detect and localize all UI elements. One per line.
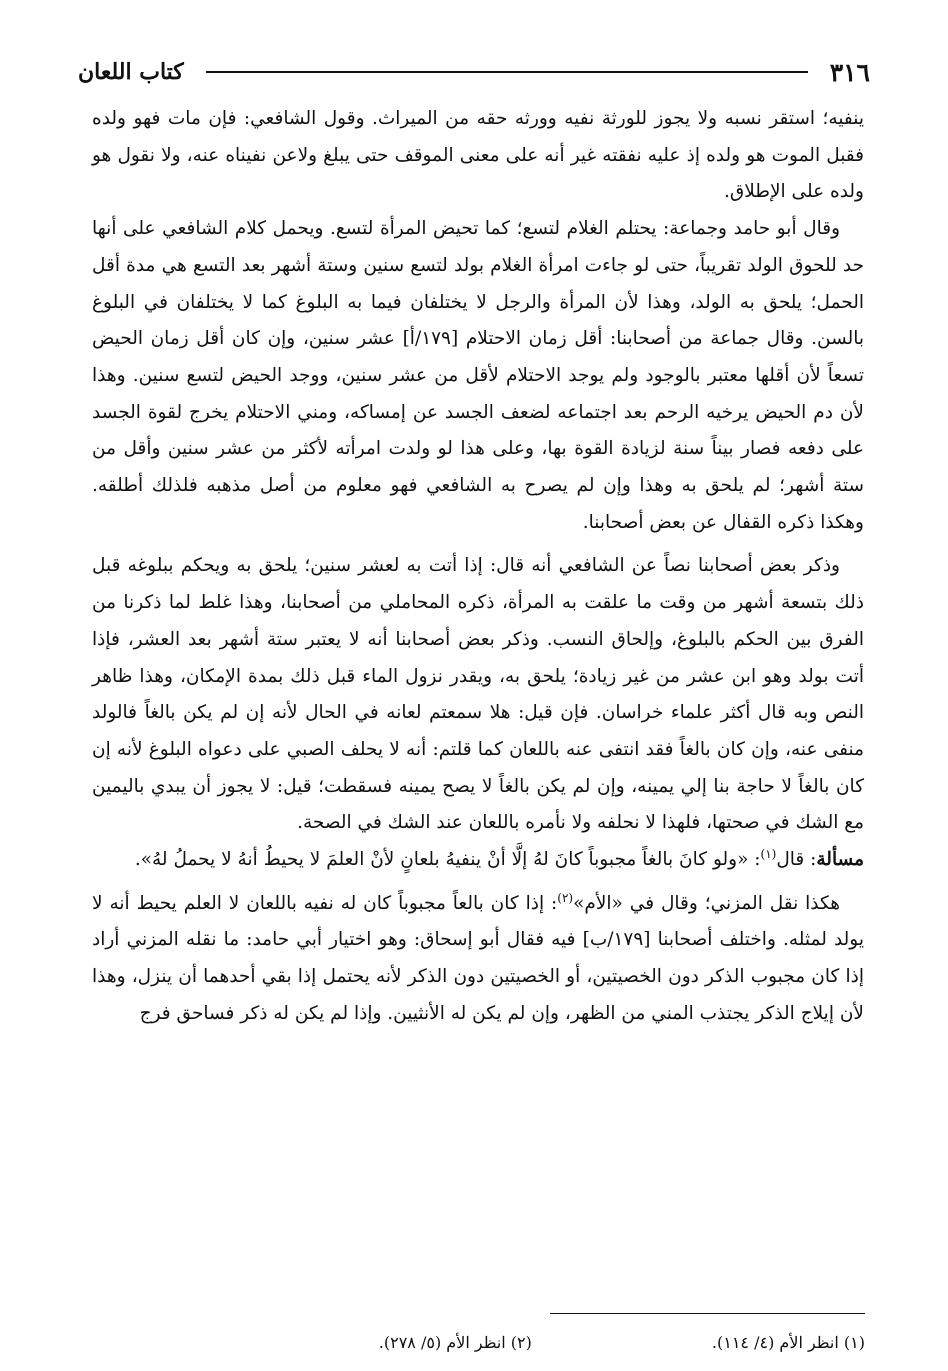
- paragraph-5-rest: : إذا كان بالعاً مجبوباً كان له نفيه باللعان لا العلم يحيط أنه لا يولد لمثله. واختلف أصحابنا [١٧٩/ب] فيه فقال أبو إسحاق: وهو اختيار أبي حامد: ما نقله المزني أراد إذا كان مجبوب الذكر دون الخصيتين، أو الخصيتين دون الذكر لأنه يحتمل إذا بقي أحدهما أن ينزل، وهذا لأن إيلاج الذكر يجتذب المني من الظهر، وإن لم يكن له الأنثيين. وإذا لم يكن له ذكر فساحق فرج: [92, 892, 864, 1024]
- masala-paragraph: [92, 842, 864, 879]
- page-number: ٣١٦: [829, 57, 870, 87]
- header-rule: [206, 71, 808, 73]
- paragraph-5: [92, 886, 864, 1033]
- paragraph-2: وقال أبو حامد وجماعة: يحتلم الغلام لتسع؛ كما تحيض المرأة لتسع. ويحمل كلام الشافعي على أنها حد للحوق الولد تقريباً، حتى لو جاءت امرأة الغلام بولد لتسع سنين وستة أشهر بعد التسع هي مدة أقل الحمل؛ يلحق به الولد، وهذا لأن المرأة والرجل لا يختلفان فيما به البلوغ كما لا يختلفان في البلوغ بالسن. وقال جماعة من أصحابنا: أقل زمان الاحتلام [١٧٩/أ] عشر سنين، وإن كان أقل زمان الحيض تسعاً لأن أقلها معتبر بالوجود ولم يوجد الاحتلام لأقل من عشر سنين، ووجد الحيض لتسع سنين. وهذا لأن دم الحيض يرخيه الرحم بعد اجتماعه لضعف الجسد عن إمساكه، ومني الاحتلام يخرج لقوة الجسد على دفعه فصار بيناً سنة لزيادة القوة بها، وعلى هذا لو ولدت امرأته لأكثر من عشر سنين وأقل من ستة أشهر؛ لم يلحق به وهذا وإن لم يصرح به الشافعي فهو معلوم من أصل مذهبه فلذلك أطلقه. وهكذا ذكره القفال عن بعض أصحابنا.: [92, 218, 864, 533]
- masala-lead: : قال: [776, 849, 817, 871]
- masala-text: : «ولو كانَ بالغاً مجبوباً كانَ لهُ إلَّا أنْ ينفيهُ بلعانٍ لأنْ العلمَ لا يحيطُ أنهُ لا يحملُ لهُ».: [134, 849, 761, 871]
- page-body: [92, 101, 864, 1033]
- masala-label: مسألة: [816, 849, 864, 871]
- masala-footnote-ref: (١): [760, 846, 777, 861]
- book-title: كتاب اللعان: [78, 59, 184, 85]
- paragraph-3: وذكر بعض أصحابنا نصاً عن الشافعي أنه قال: إذا أتت به لعشر سنين؛ يلحق به ويحكم ببلوغه قبل ذلك بتسعة أشهر من وقت ما علقت به المرأة، ذكره المحاملي من أصحابنا، وهذا غلط لما ذكرنا من الفرق بين الحكم بالبلوغ، وإلحاق النسب. وذكر بعض أصحابنا أنه لا يعتبر ستة أشهر بعد العشر، فإذا أتت بولد وهو ابن عشر من غير زيادة؛ يلحق به، ويقدر نزول الماء قبل ذلك بمدة الإمكان، وهذا ظاهر النص وبه قال أكثر علماء خراسان. فإن قيل: هلا سمعتم لعانه في الحال لأنه إن لم يكن بالغاً فالولد منفى عنه، وإن كان بالغاً فقد انتفى عنه باللعان كما قلتم: أنه لا يحلف الصبي على دعواه البلوغ لأنه إن كان بالغاً لا حاجة بنا إلي يمينه، وإن لم يكن بالغاً لا يصح يمينه فسقطت؛ قيل: لا يجوز أن يبدي باليمين مع الشك في صحتها، فلهذا لا نحلفه ولا نأمره باللعان عند الشك في الصحة.: [92, 555, 864, 834]
- paragraph-1: ينفيه؛ استقر نسبه ولا يجوز للورثة نفيه وورثه حقه من الميراث. وقول الشافعي: فإن مات فهو ولده فقبل الموت هو ولده إذ عليه نفقته غير أنه على معنى الموقف حتى يبلغ ولاعن نفيناه عنه، ولا نقول هو ولده على الإطلاق.: [92, 108, 864, 203]
- footnote-rule: [550, 1313, 865, 1314]
- paragraph-5-start: هكذا نقل المزني؛ وقال في «الأم»: [573, 892, 840, 914]
- footnotes: [150, 1324, 865, 1360]
- paragraph-5-footnote-ref: (٢): [557, 890, 574, 905]
- page-header: [78, 52, 870, 92]
- footnote-1: (١) انظر الأم (٤/ ١١٤).: [711, 1332, 865, 1352]
- footnote-2: (٢) انظر الأم (٥/ ٢٧٨).: [378, 1332, 532, 1352]
